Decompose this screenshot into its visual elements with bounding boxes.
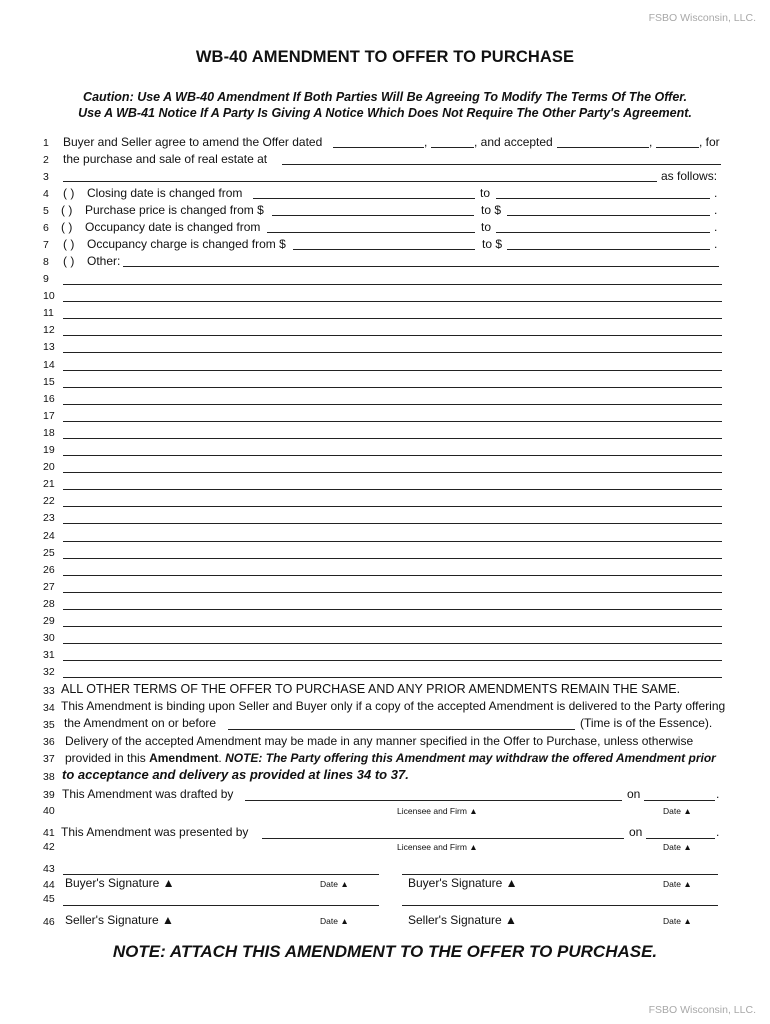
blank-amendment-line[interactable] <box>63 660 722 661</box>
blank-amendment-line[interactable] <box>63 506 722 507</box>
line-number: 1 <box>43 137 49 149</box>
blank-amendment-line[interactable] <box>63 489 722 490</box>
period: . <box>714 220 718 234</box>
line-number: 13 <box>43 341 55 354</box>
presented-date-field[interactable] <box>646 838 715 839</box>
line-number: 46 <box>43 916 55 928</box>
presented-by-field[interactable] <box>262 838 624 839</box>
on-or-before-label: the Amendment on or before <box>64 716 217 730</box>
blank-amendment-line[interactable] <box>63 677 722 678</box>
caution-line-2: Use A WB-41 Notice If A Party Is Giving A Notice Which Does Not Require The Other Party's Agreement. <box>78 106 692 120</box>
line-number: 42 <box>43 841 55 853</box>
date-caption: Date ▲ <box>663 916 692 926</box>
line-number: 40 <box>43 805 55 817</box>
line-number: 14 <box>43 358 55 371</box>
line-number: 11 <box>43 307 54 320</box>
line-number: 39 <box>43 789 55 801</box>
to-label: to <box>481 220 492 234</box>
date-caption: Date ▲ <box>663 879 692 889</box>
occupancy-charge-to-field[interactable] <box>507 249 710 250</box>
blank-amendment-line[interactable] <box>63 643 722 644</box>
buyer-signature-caption: Buyer's Signature ▲ <box>408 876 518 890</box>
purchase-price-to-field[interactable] <box>507 215 710 216</box>
buyer-signature-caption: Buyer's Signature ▲ <box>65 876 175 890</box>
line-number: 18 <box>43 426 55 439</box>
offer-year-field[interactable] <box>431 147 474 148</box>
closing-date-label: Closing date is changed from <box>87 186 243 200</box>
blank-amendment-line[interactable] <box>63 626 722 627</box>
purchase-price-from-field[interactable] <box>272 215 474 216</box>
period: . <box>714 237 718 251</box>
line-number: 32 <box>43 666 55 679</box>
line-number: 41 <box>43 827 55 839</box>
offer-date-field[interactable] <box>333 147 424 148</box>
accepted-date-field[interactable] <box>557 147 649 148</box>
delivery-deadline-field[interactable] <box>228 729 575 730</box>
licensee-firm-caption: Licensee and Firm ▲ <box>397 806 478 816</box>
blank-amendment-line[interactable] <box>63 301 722 302</box>
seller-signature-caption: Seller's Signature ▲ <box>65 913 174 927</box>
line-number: 33 <box>43 685 55 697</box>
licensee-firm-caption: Licensee and Firm ▲ <box>397 842 478 852</box>
form-title: WB-40 AMENDMENT TO OFFER TO PURCHASE <box>195 48 575 66</box>
presented-by-label: This Amendment was presented by <box>61 825 249 839</box>
delivery-text: Delivery of the accepted Amendment may be made in any manner specified in the Offer to Purchase, unless otherwise <box>65 734 694 748</box>
blank-amendment-line[interactable] <box>63 404 722 405</box>
line-number: 12 <box>43 324 55 337</box>
blank-amendment-line[interactable] <box>63 472 722 473</box>
seller-signature-line-left[interactable] <box>63 905 379 906</box>
all-other-terms-text: ALL OTHER TERMS OF THE OFFER TO PURCHASE AND ANY PRIOR AMENDMENTS REMAIN THE SAME. <box>61 682 681 696</box>
offer-dated-label: Buyer and Seller agree to amend the Offer dated <box>63 135 323 149</box>
blank-amendment-line[interactable] <box>63 541 722 542</box>
occupancy-charge-from-field[interactable] <box>293 249 475 250</box>
line-number: 2 <box>43 154 49 166</box>
binding-text: This Amendment is binding upon Seller and Buyer only if a copy of the accepted Amendment is delivered to the Party offering <box>61 699 726 713</box>
period: . <box>716 825 720 839</box>
drafted-by-field[interactable] <box>245 800 622 801</box>
other-field[interactable] <box>123 266 719 267</box>
blank-amendment-line[interactable] <box>63 438 722 439</box>
attach-note: NOTE: ATTACH THIS AMENDMENT TO THE OFFER TO PURCHASE. <box>112 942 658 961</box>
line-number: 25 <box>43 546 55 559</box>
buyer-signature-line-right[interactable] <box>402 874 718 875</box>
line-number: 4 <box>43 188 49 200</box>
line-number: 31 <box>43 649 55 662</box>
other-label: Other: <box>87 254 121 268</box>
line-number: 43 <box>43 863 55 875</box>
occupancy-date-checkbox[interactable]: ( ) <box>61 220 73 234</box>
period: . <box>716 787 720 801</box>
to-label: to <box>480 186 491 200</box>
line-number: 22 <box>43 495 55 508</box>
line-number: 26 <box>43 563 55 576</box>
blank-amendment-line[interactable] <box>63 558 722 559</box>
seller-signature-line-right[interactable] <box>402 905 718 906</box>
blank-amendment-line[interactable] <box>63 370 722 371</box>
line-number: 28 <box>43 597 55 610</box>
on-label: on <box>627 787 641 801</box>
to-label: to $ <box>482 237 503 251</box>
closing-date-checkbox[interactable]: ( ) <box>63 186 75 200</box>
date-caption: Date ▲ <box>320 879 349 889</box>
blank-amendment-line[interactable] <box>63 455 722 456</box>
line-number: 44 <box>43 879 55 891</box>
accepted-year-field[interactable] <box>656 147 699 148</box>
line-number: 24 <box>43 529 55 542</box>
other-checkbox[interactable]: ( ) <box>63 254 75 268</box>
comma: , <box>424 135 428 149</box>
real-estate-label: the purchase and sale of real estate at <box>63 152 268 166</box>
seller-signature-caption: Seller's Signature ▲ <box>408 913 517 927</box>
property-address-field-2[interactable] <box>63 181 657 182</box>
accepted-label: , and accepted <box>474 135 553 149</box>
line-number: 16 <box>43 392 55 405</box>
on-label: on <box>629 825 643 839</box>
closing-date-from-field[interactable] <box>253 198 475 199</box>
blank-amendment-line[interactable] <box>63 284 722 285</box>
line-number: 34 <box>43 702 55 714</box>
time-essence-text: (Time is of the Essence). <box>580 716 713 730</box>
occupancy-date-label: Occupancy date is changed from <box>85 220 261 234</box>
date-caption: Date ▲ <box>320 916 349 926</box>
period: . <box>714 203 718 217</box>
comma: , <box>649 135 653 149</box>
purchase-price-checkbox[interactable]: ( ) <box>61 203 73 217</box>
occupancy-charge-label: Occupancy charge is changed from $ <box>87 237 286 251</box>
property-address-field[interactable] <box>282 164 721 165</box>
line-number: 9 <box>43 273 49 285</box>
date-caption: Date ▲ <box>663 806 692 816</box>
line-number: 21 <box>43 478 55 491</box>
to-label: to $ <box>481 203 502 217</box>
line-number: 27 <box>43 580 55 593</box>
line-number: 23 <box>43 512 55 525</box>
occupancy-date-from-field[interactable] <box>267 232 475 233</box>
acceptance-text: to acceptance and delivery as provided at lines 34 to 37. <box>62 767 409 782</box>
blank-amendment-line[interactable] <box>63 592 722 593</box>
line-number: 7 <box>43 239 49 251</box>
blank-amendment-line[interactable] <box>63 609 722 610</box>
line-number: 15 <box>43 375 55 388</box>
brand-footer: FSBO Wisconsin, LLC. <box>648 1004 756 1016</box>
line-number: 19 <box>43 444 55 456</box>
occupancy-charge-checkbox[interactable]: ( ) <box>63 237 75 251</box>
drafted-date-field[interactable] <box>644 800 715 801</box>
line-number: 10 <box>43 290 55 303</box>
line-number: 3 <box>43 171 49 183</box>
provided-in-text: provided in this Amendment. NOTE: The Party offering this Amendment may withdraw the offered Amendment prior <box>65 751 716 765</box>
blank-amendment-line[interactable] <box>63 352 722 353</box>
line-number: 8 <box>43 256 49 268</box>
blank-amendment-line[interactable] <box>63 523 722 524</box>
closing-date-to-field[interactable] <box>496 198 710 199</box>
line-number: 20 <box>43 461 55 474</box>
purchase-price-label: Purchase price is changed from $ <box>85 203 264 217</box>
blank-amendment-line[interactable] <box>63 318 722 319</box>
blank-amendment-line[interactable] <box>63 575 722 576</box>
line-number: 17 <box>43 409 55 422</box>
occupancy-date-to-field[interactable] <box>496 232 710 233</box>
line-number: 6 <box>43 222 49 234</box>
brand-header: FSBO Wisconsin, LLC. <box>648 12 756 24</box>
caution-line-1: Caution: Use A WB-40 Amendment If Both Parties Will Be Agreeing To Modify The Terms Of The Offer. <box>83 90 687 104</box>
drafted-by-label: This Amendment was drafted by <box>62 787 234 801</box>
line-number: 38 <box>43 771 55 783</box>
line-number: 45 <box>43 893 55 905</box>
for-label: , for <box>699 135 720 149</box>
as-follows-label: as follows: <box>661 169 718 183</box>
date-caption: Date ▲ <box>663 842 692 852</box>
line-number: 29 <box>43 615 55 627</box>
buyer-signature-line-left[interactable] <box>63 874 379 875</box>
period: . <box>714 186 718 200</box>
line-number: 37 <box>43 753 55 765</box>
blank-amendment-line[interactable] <box>63 335 722 336</box>
line-number: 35 <box>43 719 55 731</box>
line-number: 36 <box>43 736 55 748</box>
line-number: 30 <box>43 632 55 645</box>
blank-amendment-line[interactable] <box>63 421 722 422</box>
blank-amendment-line[interactable] <box>63 387 722 388</box>
line-number: 5 <box>43 205 49 217</box>
